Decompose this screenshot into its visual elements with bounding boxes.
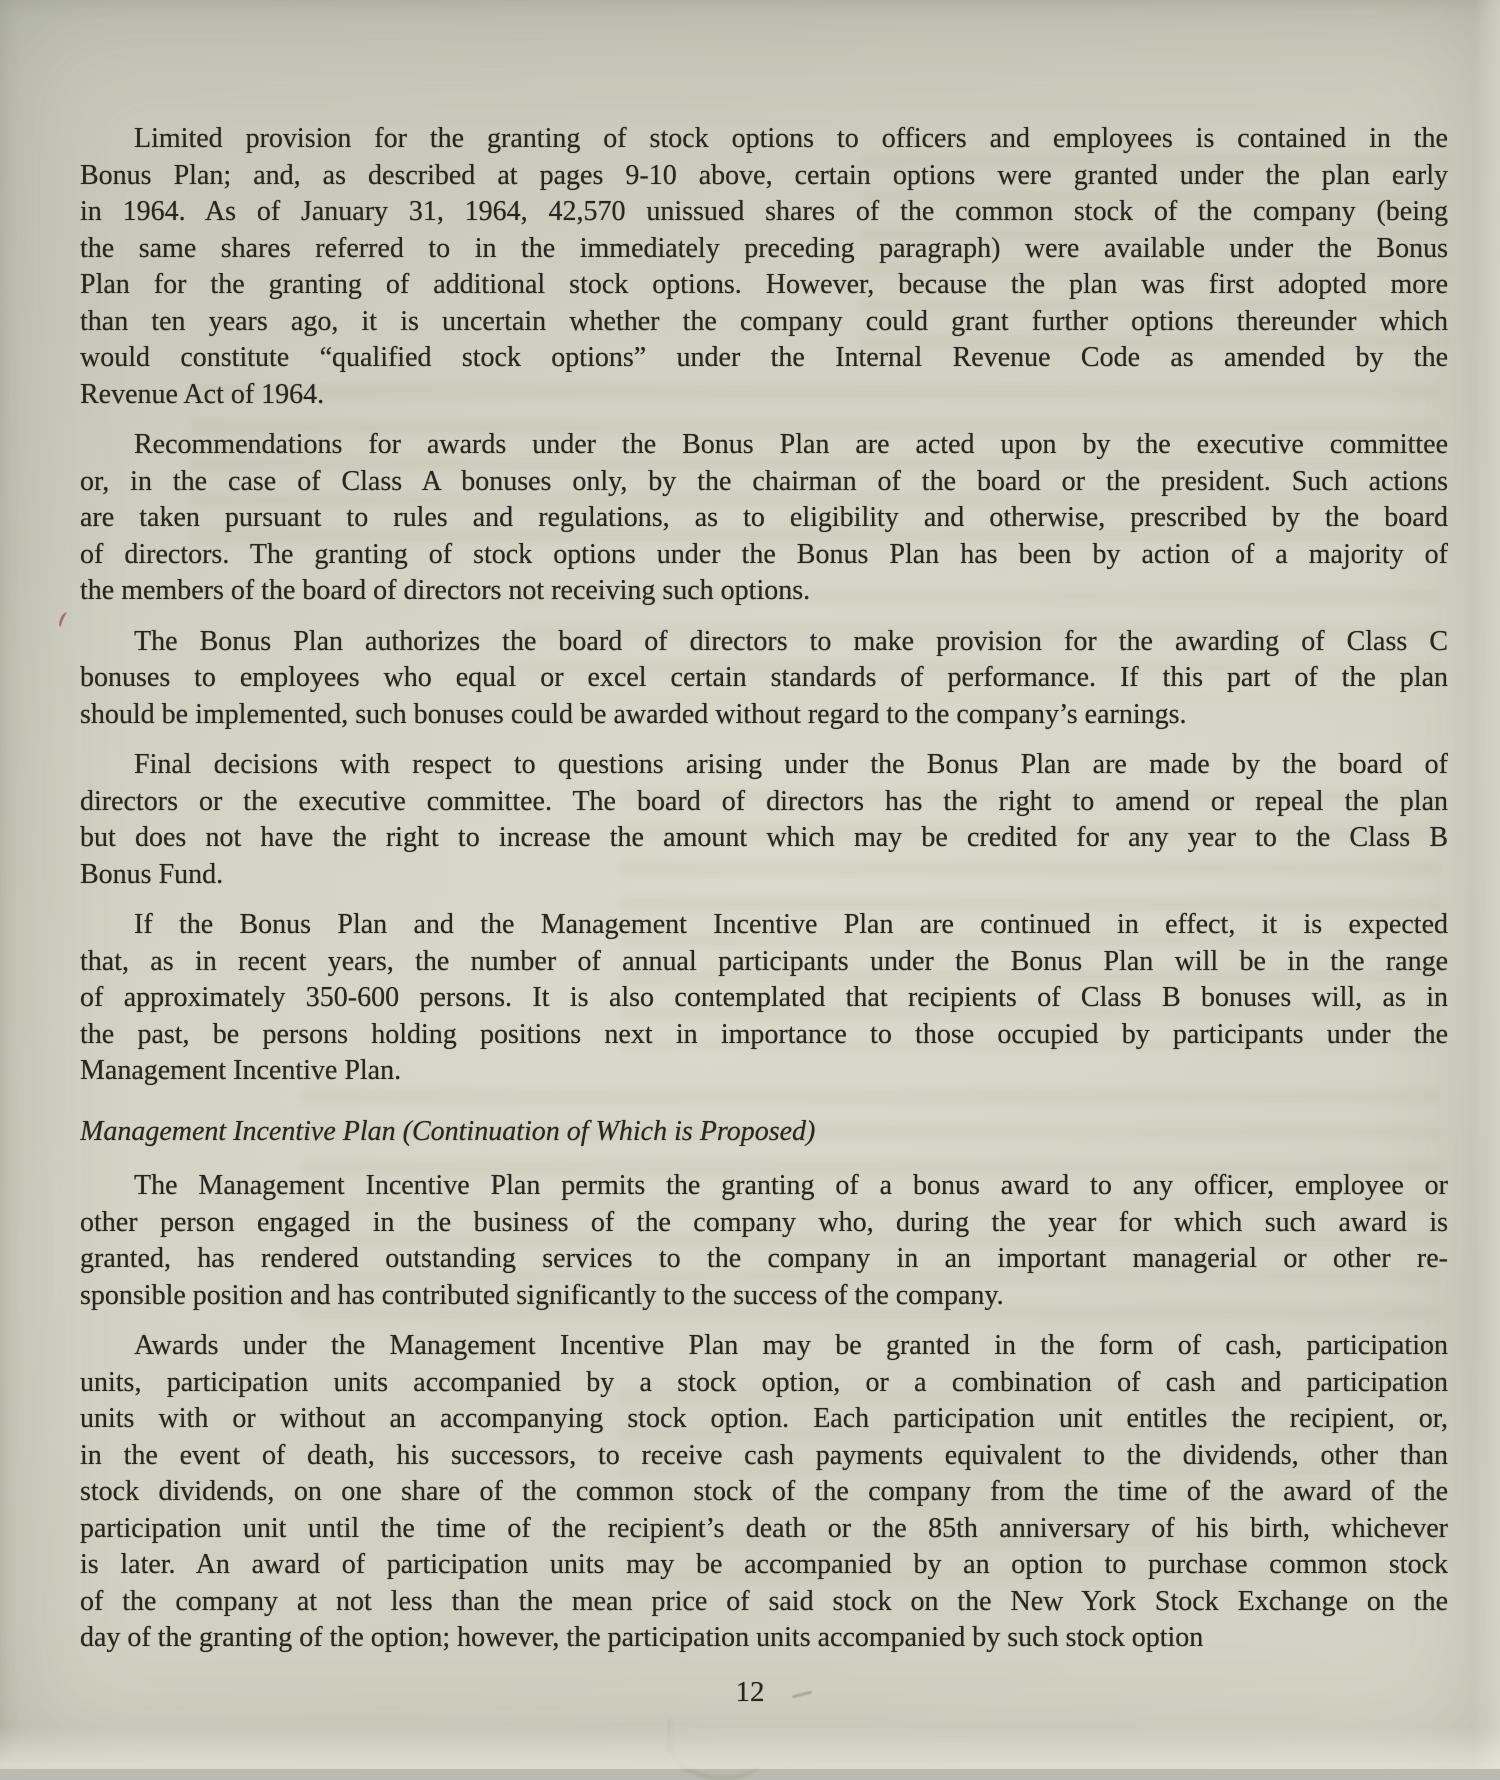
- text-line: directors or the executive committee. The board of directors has the right to amend or repeal the plan: [80, 785, 1448, 817]
- page-number: 12: [735, 1676, 765, 1708]
- text-line: Plan for the granting of additional stock options. However, because the plan was first adopted more: [80, 269, 1448, 300]
- paragraph: [80, 907, 1448, 1090]
- text-line: in 1964. As of January 31, 1964, 42,570 unissued shares of the common stock of the company (being: [80, 196, 1448, 227]
- text-line: or, in the case of Class A bonuses only, by the chairman of the board or the president. Such actions: [80, 465, 1448, 497]
- text-line: is later. An award of participation units may be accompanied by an option to purchase common stock: [80, 1549, 1448, 1580]
- text-line: If the Bonus Plan and the Management Incentive Plan are continued in effect, it is expected: [134, 909, 1448, 940]
- text-line: of directors. The granting of stock options under the Bonus Plan has been by action of a majority of: [80, 538, 1448, 570]
- section-heading: [80, 1114, 1448, 1151]
- page-right-edge: [1474, 0, 1500, 1769]
- text-line: The Management Incentive Plan permits the granting of a bonus award to any officer, employee or: [134, 1170, 1448, 1201]
- text-line: granted, has rendered outstanding services to the company in an important managerial or other re-: [80, 1243, 1448, 1274]
- text-line: units, participation units accompanied by a stock option, or a combination of cash and participation: [80, 1366, 1448, 1398]
- text-line: Management Incentive Plan.: [80, 1055, 402, 1086]
- text-line: that, as in recent years, the number of annual participants under the Bonus Plan will be in the range: [80, 945, 1448, 977]
- text-line: Revenue Act of 1964.: [80, 378, 325, 410]
- text-column: [80, 121, 1448, 1657]
- text-line: are taken pursuant to rules and regulations, as to eligibility and otherwise, prescribed by the board: [80, 502, 1448, 533]
- text-line: bonuses to employees who equal or excel certain standards of performance. If this part of the plan: [80, 662, 1448, 693]
- text-line: Management Incentive Plan (Continuation of Which is Proposed): [80, 1115, 816, 1147]
- text-line: but does not have the right to increase the amount which may be credited for any year to the Class B: [80, 822, 1448, 853]
- text-line: should be implemented, such bonuses could be awarded without regard to the company’s earnings.: [80, 698, 1187, 730]
- text-line: participation unit until the time of the recipient’s death or the 85th anniversary of his birth, whichever: [80, 1512, 1448, 1544]
- red-margin-tick-mark: [57, 611, 71, 629]
- text-line: units with or without an accompanying stock option. Each participation unit entitles the recipient, or,: [80, 1403, 1448, 1434]
- paragraph: [80, 1168, 1448, 1314]
- text-line: Awards under the Management Incentive Plan may be granted in the form of cash, participation: [134, 1330, 1448, 1361]
- text-line: Recommendations for awards under the Bonus Plan are acted upon by the executive committee: [134, 429, 1448, 460]
- text-line: the same shares referred to in the immediately preceding paragraph) were available under the Bonus: [80, 232, 1448, 264]
- paragraph: [80, 121, 1448, 413]
- text-line: day of the granting of the option; however, the participation units accompanied by such stock option: [80, 1622, 1204, 1653]
- text-line: the past, be persons holding positions next in importance to those occupied by participants under the: [80, 1018, 1448, 1050]
- page-bottom-edge: [0, 1727, 1500, 1769]
- text-line: Limited provision for the granting of stock options to officers and employees is contained in the: [134, 123, 1448, 154]
- text-line: of the company at not less than the mean price of said stock on the New York Stock Exchange on the: [80, 1585, 1448, 1617]
- paragraph: [80, 624, 1448, 734]
- text-line: Final decisions with respect to questions arising under the Bonus Plan are made by the board of: [134, 749, 1448, 780]
- paragraph: [80, 747, 1448, 893]
- paragraph: [80, 1328, 1448, 1657]
- text-line: Bonus Fund.: [80, 858, 224, 890]
- text-line: Bonus Plan; and, as described at pages 9-10 above, certain options were granted under the plan early: [80, 159, 1448, 191]
- text-line: stock dividends, on one share of the common stock of the company from the time of the award of the: [80, 1476, 1448, 1507]
- text-line: the members of the board of directors not receiving such options.: [80, 575, 811, 606]
- text-line: of approximately 350-600 persons. It is also contemplated that recipients of Class B bonuses will, as in: [80, 982, 1448, 1013]
- text-line: in the event of death, his successors, to receive cash payments equivalent to the dividends, other than: [80, 1439, 1448, 1471]
- paragraph: [80, 427, 1448, 610]
- text-line: than ten years ago, it is uncertain whether the company could grant further options thereunder which: [80, 305, 1448, 337]
- text-line: would constitute “qualified stock options” under the Internal Revenue Code as amended by the: [80, 342, 1448, 373]
- text-line: other person engaged in the business of the company who, during the year for which such award is: [80, 1206, 1448, 1238]
- text-line: sponsible position and has contributed significantly to the success of the company.: [80, 1279, 1004, 1311]
- text-line: The Bonus Plan authorizes the board of directors to make provision for the awarding of Class C: [134, 625, 1448, 657]
